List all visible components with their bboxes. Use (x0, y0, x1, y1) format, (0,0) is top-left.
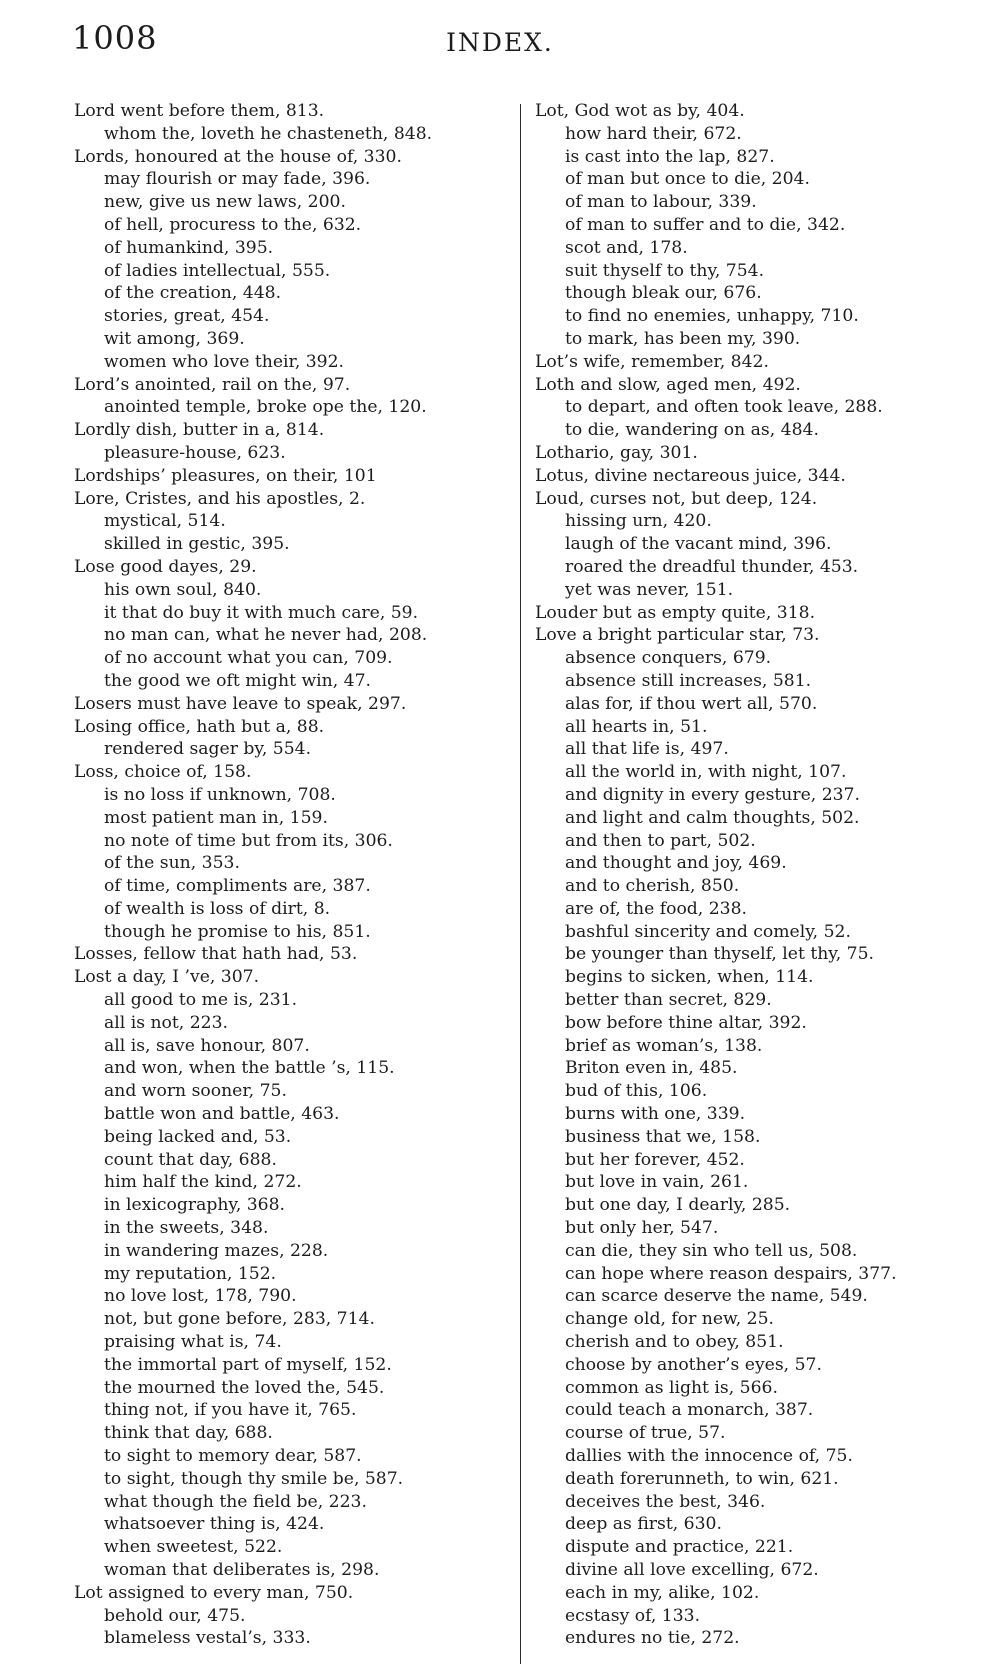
index-subentry: business that we, 158. (565, 1126, 761, 1147)
index-subentry: but only her, 547. (565, 1218, 719, 1239)
index-entry: Lot’s wife, remember, 842. (535, 351, 769, 372)
index-subentry: all is not, 223. (104, 1012, 229, 1033)
index-entry: Losses, fellow that hath had, 53. (74, 944, 358, 965)
page-title: INDEX. (446, 28, 554, 57)
index-subentry: change old, for new, 25. (565, 1309, 774, 1330)
index-subentry: could teach a monarch, 387. (565, 1400, 814, 1421)
index-subentry: to die, wandering on as, 484. (565, 420, 819, 441)
index-subentry: when sweetest, 522. (104, 1537, 283, 1558)
index-entry: Loth and slow, aged men, 492. (535, 374, 801, 395)
index-subentry: dallies with the innocence of, 75. (565, 1446, 853, 1467)
index-subentry: and thought and joy, 469. (565, 853, 787, 874)
index-subentry: hissing urn, 420. (565, 511, 712, 532)
index-subentry: of humankind, 395. (104, 237, 274, 258)
index-subentry: though bleak our, 676. (565, 283, 762, 304)
index-subentry: to sight, though thy smile be, 587. (104, 1468, 404, 1489)
index-entry: Losing office, hath but a, 88. (74, 716, 325, 737)
index-subentry: most patient man in, 159. (104, 807, 328, 828)
index-entry: Lot assigned to every man, 750. (74, 1582, 354, 1603)
index-entry: Lore, Cristes, and his apostles, 2. (74, 488, 366, 509)
index-subentry: of the creation, 448. (104, 283, 282, 304)
index-subentry: him half the kind, 272. (104, 1172, 302, 1193)
index-column-left (74, 100, 432, 1650)
index-subentry: scot and, 178. (565, 237, 688, 258)
index-subentry: all good to me is, 231. (104, 990, 298, 1011)
index-entry: Lord’s anointed, rail on the, 97. (74, 374, 351, 395)
index-subentry: praising what is, 74. (104, 1332, 282, 1353)
index-entry: Lose good dayes, 29. (74, 556, 257, 577)
index-subentry: not, but gone before, 283, 714. (104, 1309, 375, 1330)
index-subentry: divine all love excelling, 672. (565, 1560, 819, 1580)
index-subentry: behold our, 475. (104, 1605, 246, 1626)
index-subentry: in the sweets, 348. (104, 1218, 269, 1239)
index-subentry: of man to suffer and to die, 342. (565, 214, 846, 235)
index-entry: Lord went before them, 813. (74, 101, 325, 121)
column-divider (520, 104, 521, 1664)
index-subentry: how hard their, 672. (565, 123, 742, 144)
index-subentry: choose by another’s eyes, 57. (565, 1354, 822, 1375)
index-subentry: and worn sooner, 75. (104, 1081, 287, 1102)
index-subentry: new, give us new laws, 200. (104, 192, 346, 213)
index-subentry: all is, save honour, 807. (104, 1035, 310, 1056)
index-subentry: no love lost, 178, 790. (104, 1286, 297, 1307)
index-subentry: woman that deliberates is, 298. (104, 1560, 380, 1580)
index-subentry: absence still increases, 581. (565, 670, 812, 691)
index-entry: Lordships’ pleasures, on their, 101 (74, 465, 377, 486)
index-subentry: his own soul, 840. (104, 579, 262, 600)
index-subentry: yet was never, 151. (565, 579, 734, 600)
index-subentry: blameless vestal’s, 333. (104, 1628, 311, 1649)
index-subentry: may flourish or may fade, 396. (104, 169, 371, 190)
index-subentry: my reputation, 152. (104, 1263, 277, 1284)
index-entry: Louder but as empty quite, 318. (535, 602, 816, 623)
index-subentry: bow before thine altar, 392. (565, 1012, 807, 1033)
index-subentry: being lacked and, 53. (104, 1126, 292, 1147)
index-entry: Lordly dish, butter in a, 814. (74, 420, 325, 441)
index-subentry: stories, great, 454. (104, 306, 270, 327)
index-subentry: no man can, what he never had, 208. (104, 625, 428, 646)
index-subentry: thing not, if you have it, 765. (104, 1400, 357, 1421)
index-subentry: absence conquers, 679. (565, 648, 772, 669)
index-subentry: deceives the best, 346. (565, 1491, 766, 1512)
index-subentry: the good we oft might win, 47. (104, 670, 371, 691)
index-column-right (535, 100, 897, 1650)
index-subentry: burns with one, 339. (565, 1104, 746, 1125)
index-subentry: of ladies intellectual, 555. (104, 260, 331, 281)
index-subentry: of no account what you can, 709. (104, 648, 393, 669)
index-subentry: roared the dreadful thunder, 453. (565, 556, 859, 577)
index-subentry: ecstasy of, 133. (565, 1605, 701, 1626)
index-entry: Love a bright particular star, 73. (535, 625, 820, 646)
index-subentry: of man but once to die, 204. (565, 169, 810, 190)
index-subentry: can scarce deserve the name, 549. (565, 1286, 868, 1307)
index-subentry: and then to part, 502. (565, 830, 756, 851)
index-subentry: common as light is, 566. (565, 1377, 778, 1398)
index-subentry: of wealth is loss of dirt, 8. (104, 898, 331, 919)
index-subentry: and won, when the battle ’s, 115. (104, 1058, 395, 1079)
index-subentry: bashful sincerity and comely, 52. (565, 921, 851, 942)
index-subentry: to depart, and often took leave, 288. (565, 397, 883, 418)
index-subentry: dispute and practice, 221. (565, 1537, 794, 1558)
index-subentry: but her forever, 452. (565, 1149, 745, 1170)
index-subentry: are of, the food, 238. (565, 898, 747, 919)
index-subentry: mystical, 514. (104, 511, 226, 532)
index-subentry: and light and calm thoughts, 502. (565, 807, 860, 828)
index-subentry: count that day, 688. (104, 1149, 277, 1170)
index-subentry: think that day, 688. (104, 1423, 273, 1444)
index-subentry: alas for, if thou wert all, 570. (565, 693, 818, 714)
index-subentry: to mark, has been my, 390. (565, 328, 801, 349)
index-subentry: in lexicography, 368. (104, 1195, 286, 1216)
index-subentry: all the world in, with night, 107. (565, 762, 847, 783)
index-subentry: battle won and battle, 463. (104, 1104, 340, 1125)
index-subentry: and dignity in every gesture, 237. (565, 784, 860, 805)
index-subentry: the mourned the loved the, 545. (104, 1377, 385, 1398)
index-subentry: bud of this, 106. (565, 1081, 708, 1102)
index-subentry: each in my, alike, 102. (565, 1582, 760, 1603)
index-subentry: is cast into the lap, 827. (565, 146, 775, 167)
index-subentry: no note of time but from its, 306. (104, 830, 393, 851)
index-subentry: begins to sicken, when, 114. (565, 967, 814, 988)
index-subentry: all that life is, 497. (565, 739, 729, 760)
index-subentry: to sight to memory dear, 587. (104, 1446, 362, 1467)
index-subentry: wit among, 369. (104, 328, 245, 349)
index-subentry: of the sun, 353. (104, 853, 240, 874)
index-entry: Lotus, divine nectareous juice, 344. (535, 465, 846, 486)
index-subentry: be younger than thyself, let thy, 75. (565, 944, 874, 965)
index-subentry: it that do buy it with much care, 59. (104, 602, 419, 623)
index-subentry: rendered sager by, 554. (104, 739, 312, 760)
index-subentry: brief as woman’s, 138. (565, 1035, 763, 1056)
index-subentry: anointed temple, broke ope the, 120. (104, 397, 427, 418)
index-subentry: endures no tie, 272. (565, 1628, 740, 1649)
index-entry: Lords, honoured at the house of, 330. (74, 146, 402, 167)
index-subentry: is no loss if unknown, 708. (104, 784, 336, 805)
index-entry: Lost a day, I ’ve, 307. (74, 967, 260, 988)
index-subentry: though he promise to his, 851. (104, 921, 371, 942)
index-subentry: laugh of the vacant mind, 396. (565, 534, 832, 555)
index-subentry: what though the field be, 223. (104, 1491, 367, 1512)
index-subentry: better than secret, 829. (565, 990, 772, 1011)
index-subentry: the immortal part of myself, 152. (104, 1354, 392, 1375)
index-subentry: whom the, loveth he chasteneth, 848. (104, 123, 433, 144)
index-subentry: and to cherish, 850. (565, 876, 740, 897)
index-subentry: pleasure-house, 623. (104, 442, 286, 463)
index-entry: Lot, God wot as by, 404. (535, 101, 745, 121)
index-subentry: of man to labour, 339. (565, 192, 757, 213)
index-subentry: of time, compliments are, 387. (104, 876, 371, 897)
index-entry: Lothario, gay, 301. (535, 442, 698, 463)
index-entry: Losers must have leave to speak, 297. (74, 693, 407, 714)
index-subentry: course of true, 57. (565, 1423, 726, 1444)
index-subentry: can hope where reason despairs, 377. (565, 1263, 897, 1284)
index-subentry: skilled in gestic, 395. (104, 534, 290, 555)
index-subentry: Briton even in, 485. (565, 1058, 738, 1079)
index-subentry: whatsoever thing is, 424. (104, 1514, 325, 1535)
index-subentry: but one day, I dearly, 285. (565, 1195, 791, 1216)
index-subentry: can die, they sin who tell us, 508. (565, 1240, 858, 1261)
index-subentry: but love in vain, 261. (565, 1172, 749, 1193)
index-subentry: women who love their, 392. (104, 351, 345, 372)
page-header (0, 0, 1000, 80)
index-subentry: all hearts in, 51. (565, 716, 708, 737)
index-subentry: suit thyself to thy, 754. (565, 260, 765, 281)
index-entry: Loss, choice of, 158. (74, 762, 252, 783)
index-subentry: of hell, procuress to the, 632. (104, 214, 362, 235)
index-subentry: in wandering mazes, 228. (104, 1240, 329, 1261)
index-entry: Loud, curses not, but deep, 124. (535, 488, 818, 509)
page-number: 1008 (72, 19, 158, 57)
index-subentry: deep as first, 630. (565, 1514, 722, 1535)
index-subentry: death forerunneth, to win, 621. (565, 1468, 839, 1489)
index-subentry: cherish and to obey, 851. (565, 1332, 784, 1353)
index-subentry: to find no enemies, unhappy, 710. (565, 306, 859, 327)
